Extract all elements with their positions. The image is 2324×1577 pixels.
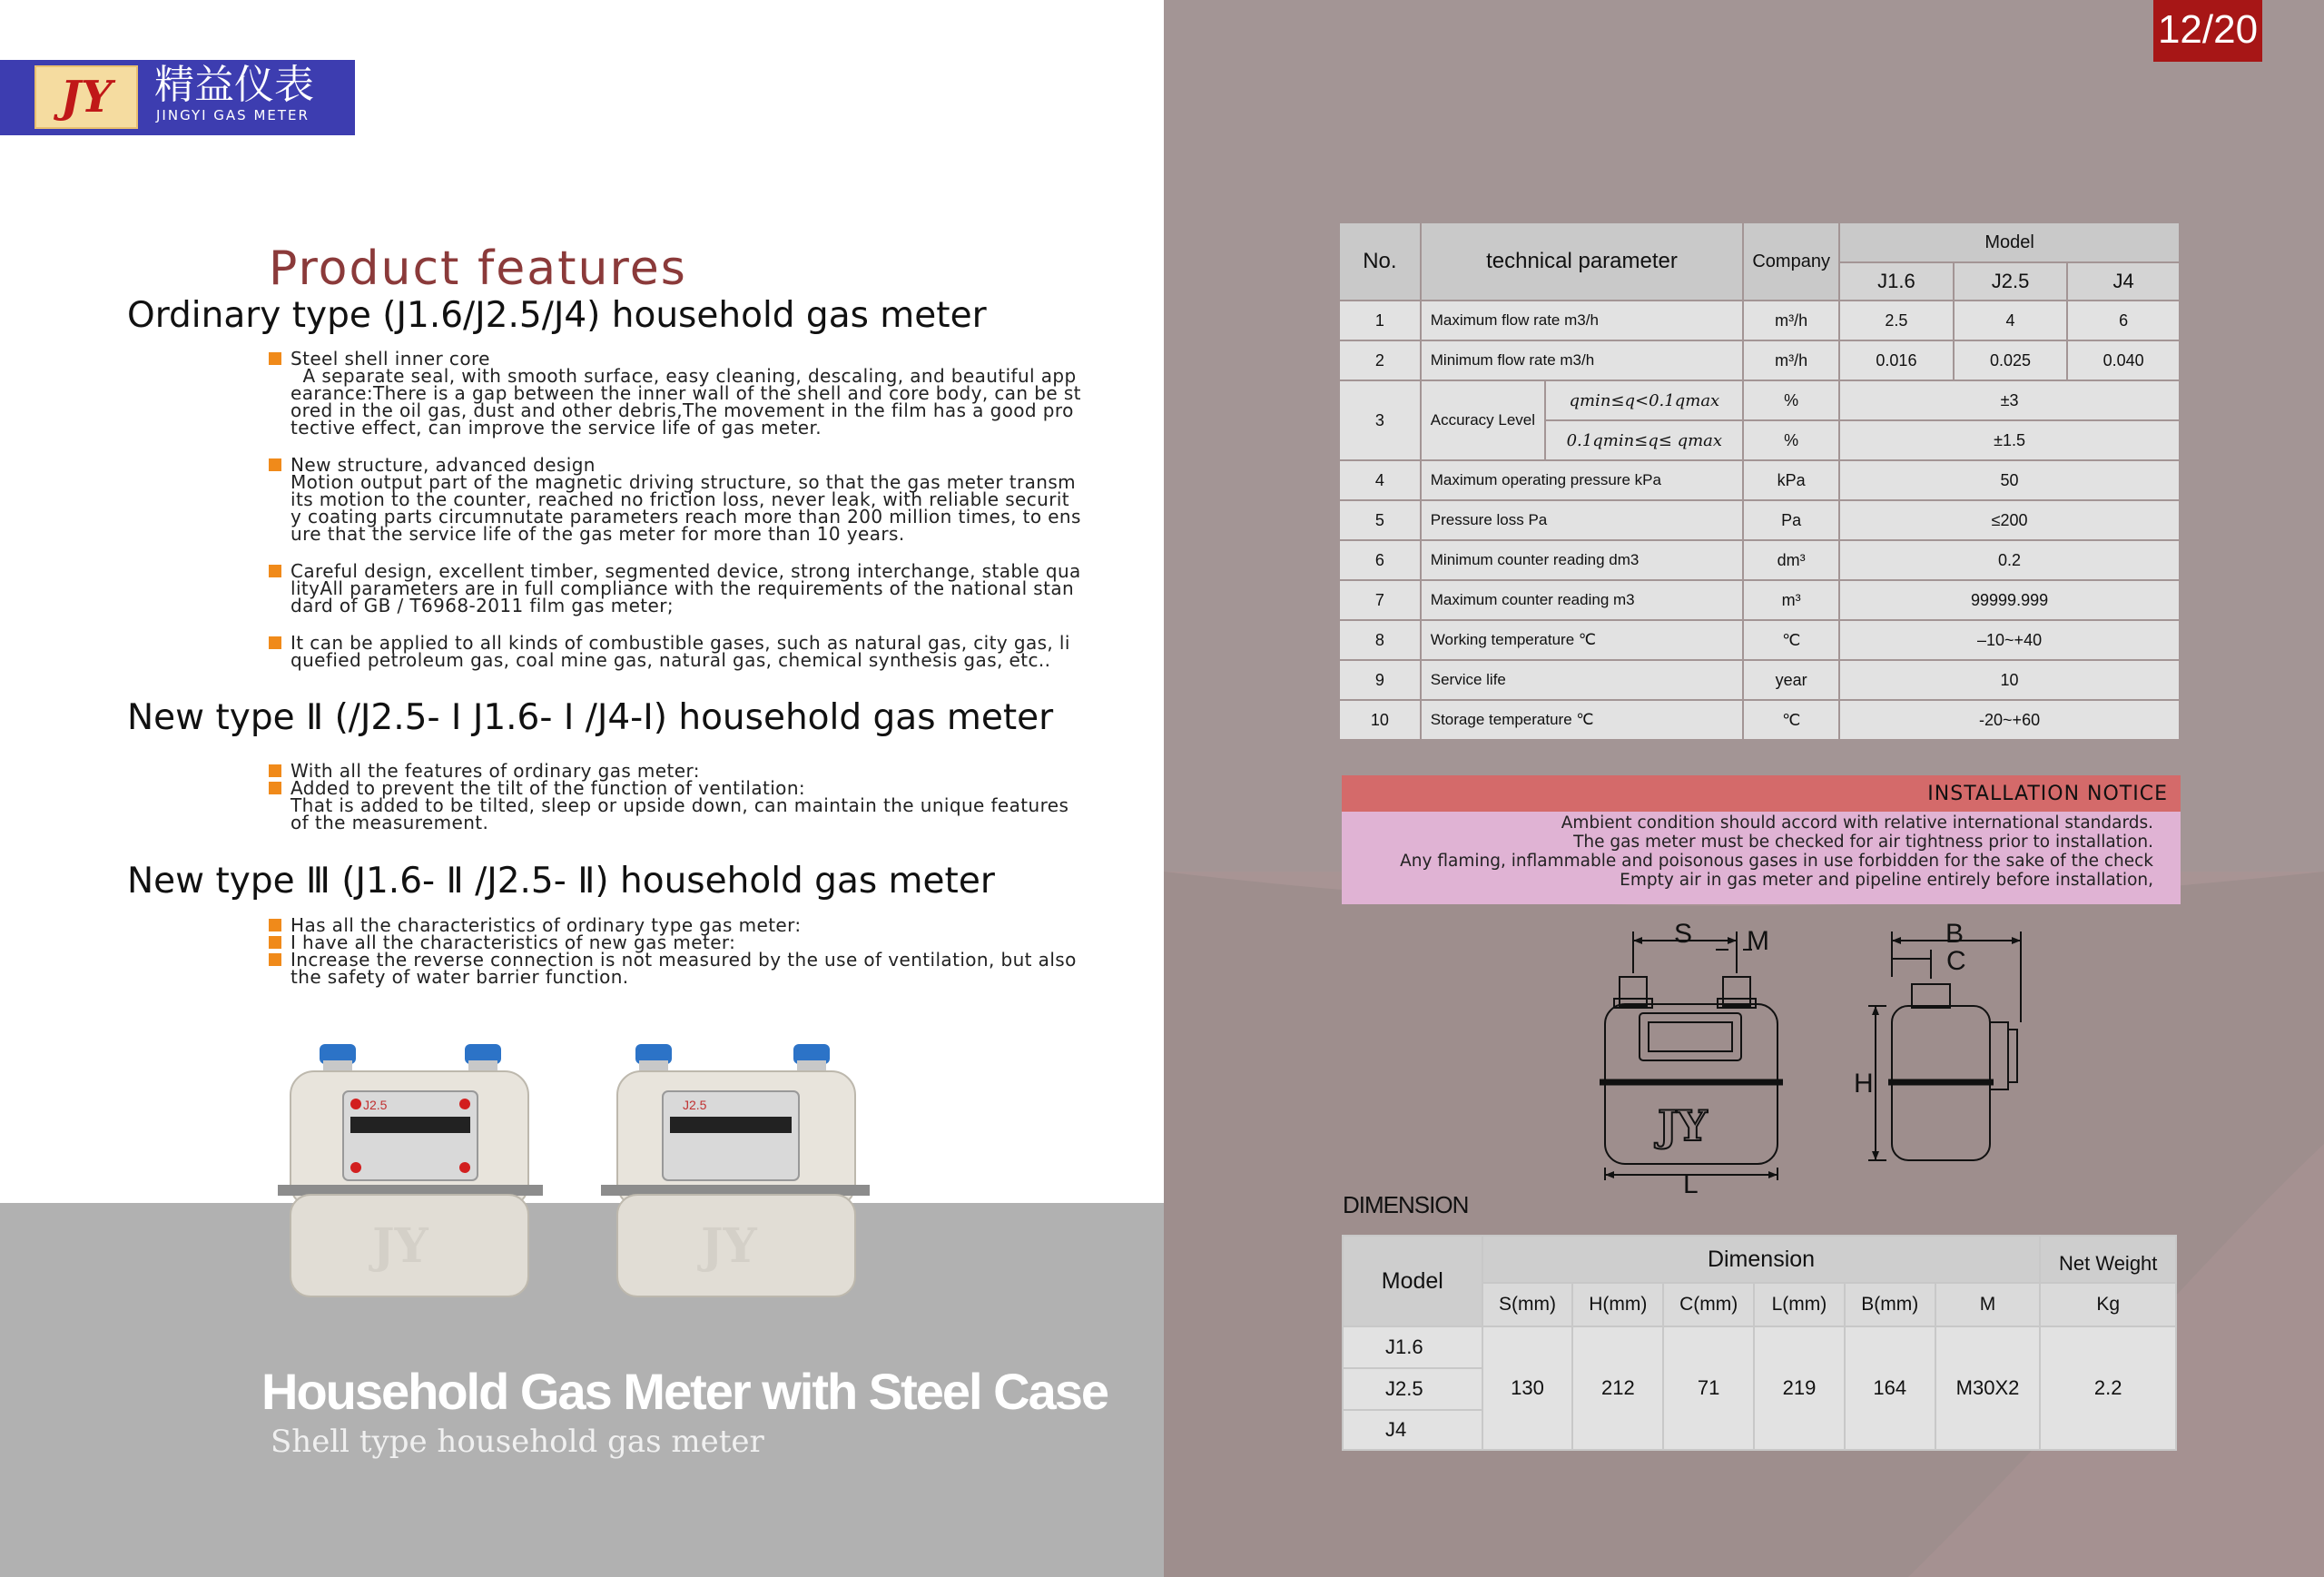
bullet-square-icon xyxy=(269,936,281,949)
dim-model: J4 xyxy=(1343,1410,1482,1450)
col-company: Company xyxy=(1743,222,1839,301)
ordinary-type-heading: Ordinary type (J1.6/J2.5/J4) household gas meter xyxy=(127,295,987,336)
meter-dial-label: J2.5 xyxy=(363,1098,388,1112)
bullet-square-icon xyxy=(269,919,281,931)
installation-notice-body xyxy=(1342,812,2181,904)
bullet-square-icon xyxy=(269,458,281,471)
feature-item: I have all the characteristics of new gas meter: xyxy=(269,934,1122,951)
feature-item xyxy=(269,350,1122,437)
table-row: 7 Maximum counter reading m3 m³ 99999.999 xyxy=(1339,580,2180,620)
table-row: 6 Minimum counter reading dm3 dm³ 0.2 xyxy=(1339,540,2180,580)
feature-continuation: the safety of water barrier function. xyxy=(290,966,629,988)
bullet-square-icon xyxy=(269,953,281,966)
table-row: 0.1qmin≤q≤ qmax % ±1.5 xyxy=(1339,420,2180,460)
bullet-square-icon xyxy=(269,636,281,649)
feature-line: Careful design, excellent timber, segmented device, strong interchange, stable qua xyxy=(290,560,1081,582)
table-row: 9 Service life year 10 xyxy=(1339,660,2180,700)
dim-model: J2.5 xyxy=(1343,1368,1482,1410)
dim-col-s: S(mm) xyxy=(1482,1283,1573,1326)
product-subtitle: Shell type household gas meter xyxy=(271,1424,764,1460)
meter-dial-label: J2.5 xyxy=(683,1098,707,1112)
dim-label-c: C xyxy=(1946,946,1966,976)
features-title: Product features xyxy=(269,241,687,296)
notice-line: Ambient condition should accord with relative international standards. xyxy=(1561,813,2153,833)
table-row: 3 Accuracy Level qmin≤q<0.1qmax % ±3 xyxy=(1339,380,2180,420)
feature-line: A separate seal, with smooth surface, easy cleaning, descaling, and beautiful app xyxy=(290,365,1077,387)
feature-line: its motion to the counter, reached no friction loss, never leak, with reliable securit xyxy=(290,488,1070,510)
dim-label-b: B xyxy=(1945,922,1965,949)
feature-line: It can be applied to all kinds of combustible gases, such as natural gas, city gas, li xyxy=(290,632,1070,654)
feature-line: dard of GB / T6968-2011 film gas meter; xyxy=(290,595,674,616)
feature-line: ure that the service life of the gas meter for more than 10 years. xyxy=(290,523,905,545)
dim-col-m: M xyxy=(1935,1283,2041,1326)
feature-item: Added to prevent the tilt of the function of ventilation: xyxy=(269,780,1122,797)
brand-name-cn: 精益仪表 xyxy=(154,62,314,108)
dim-model: J1.6 xyxy=(1343,1326,1482,1368)
type3-feature-list xyxy=(269,914,1122,988)
notice-line: Any flaming, inflammable and poisonous gases in use forbidden for the sake of the check xyxy=(1400,852,2153,871)
dimension-diagram xyxy=(1580,922,2070,1195)
feature-item: Has all the characteristics of ordinary type gas meter: xyxy=(269,917,1122,934)
dim-label-l: L xyxy=(1683,1169,1699,1195)
product-title: Household Gas Meter with Steel Case xyxy=(261,1363,1108,1420)
dim-label-h: H xyxy=(1854,1069,1874,1099)
bullet-square-icon xyxy=(269,764,281,777)
page-number: 12/20 xyxy=(2153,0,2262,62)
brand-name-en: JINGYI GAS METER xyxy=(156,107,310,123)
dimension-label: DIMENSION xyxy=(1343,1191,1469,1218)
feature-line: lityAll parameters are in full compliance with the requirements of the national stan xyxy=(290,577,1075,599)
col-param: technical parameter xyxy=(1421,222,1743,301)
feature-item xyxy=(269,560,1122,616)
type2-heading: New type Ⅱ (/J2.5- Ⅰ J1.6- Ⅰ /J4-Ⅰ) household gas meter xyxy=(127,697,1054,738)
dim-label-s: S xyxy=(1674,922,1693,949)
gas-meter-image xyxy=(272,1035,545,1307)
dim-col-b: B(mm) xyxy=(1845,1283,1935,1326)
dim-col-model: Model xyxy=(1343,1236,1482,1326)
feature-item xyxy=(269,632,1122,671)
feature-line: ored in the oil gas, dust and other debris,The movement in the film has a good pro xyxy=(290,399,1074,421)
type3-heading: New type Ⅲ (J1.6- Ⅱ /J2.5- Ⅱ) household gas meter xyxy=(127,861,995,902)
model-j4: J4 xyxy=(2067,262,2180,301)
notice-line: Empty air in gas meter and pipeline entirely before installation, xyxy=(1620,871,2153,890)
table-row: 2 Minimum flow rate m3/h m³/h 0.016 0.025 0.040 xyxy=(1339,340,2180,380)
table-row: 1 Maximum flow rate m3/h m³/h 2.5 4 6 xyxy=(1339,301,2180,340)
bullet-square-icon xyxy=(269,352,281,365)
dim-col-kg: Kg xyxy=(2040,1283,2176,1326)
table-row: 5 Pressure loss Pa Pa ≤200 xyxy=(1339,500,2180,540)
dim-col-c: C(mm) xyxy=(1663,1283,1754,1326)
dim-label-m: M xyxy=(1747,926,1769,956)
col-no: No. xyxy=(1339,222,1421,301)
dim-col-weight: Net Weight xyxy=(2040,1236,2176,1283)
ordinary-feature-list xyxy=(269,350,1122,689)
model-j25: J2.5 xyxy=(1954,262,2068,301)
feature-item xyxy=(269,454,1122,545)
table-row: 10 Storage temperature ℃ ℃ -20~+60 xyxy=(1339,700,2180,740)
feature-line: New structure, advanced design xyxy=(290,454,596,476)
feature-line: earance:There is a gap between the inner wall of the shell and core body, can be st xyxy=(290,382,1081,404)
bullet-square-icon xyxy=(269,565,281,577)
technical-parameter-table xyxy=(1338,222,2181,741)
meter-embossed-logo: JY xyxy=(701,1218,757,1274)
bullet-square-icon xyxy=(269,782,281,794)
installation-notice-title: INSTALLATION NOTICE xyxy=(1342,775,2181,812)
gas-meter-image xyxy=(599,1035,872,1307)
type2-feature-list xyxy=(269,760,1122,833)
feature-line: Motion output part of the magnetic driving structure, so that the gas meter transm xyxy=(290,471,1077,493)
dim-col-dimension: Dimension xyxy=(1482,1236,2041,1283)
feature-item: With all the features of ordinary gas meter: xyxy=(269,763,1122,780)
brand-mark: JY xyxy=(34,65,138,129)
feature-line: y coating parts circumnutate parameters reach more than 200 million times, to ens xyxy=(290,506,1081,527)
notice-line: The gas meter must be checked for air tightness prior to installation. xyxy=(1573,833,2153,852)
feature-line: tective effect, can improve the service life of gas meter. xyxy=(290,417,822,439)
meter-embossed-logo: JY xyxy=(372,1218,428,1274)
col-model: Model xyxy=(1839,222,2180,262)
feature-line: Steel shell inner core xyxy=(290,348,490,370)
feature-item: Increase the reverse connection is not measured by the use of ventilation, but also xyxy=(269,951,1122,969)
table-row: 4 Maximum operating pressure kPa kPa 50 xyxy=(1339,460,2180,500)
feature-continuation: That is added to be tilted, sleep or upside down, can maintain the unique features of the measurement. xyxy=(290,794,1069,833)
dim-col-l: L(mm) xyxy=(1754,1283,1845,1326)
model-j16: J1.6 xyxy=(1839,262,1954,301)
table-row: J1.6 130 212 71 219 164 M30X2 2.2 xyxy=(1343,1326,2176,1368)
dimension-table xyxy=(1342,1235,2177,1451)
table-row: 8 Working temperature ℃ ℃ –10~+40 xyxy=(1339,620,2180,660)
dim-col-h: H(mm) xyxy=(1572,1283,1663,1326)
diagram-logo: JY xyxy=(1658,1101,1708,1150)
feature-line: quefied petroleum gas, coal mine gas, natural gas, chemical synthesis gas, etc.. xyxy=(290,649,1051,671)
